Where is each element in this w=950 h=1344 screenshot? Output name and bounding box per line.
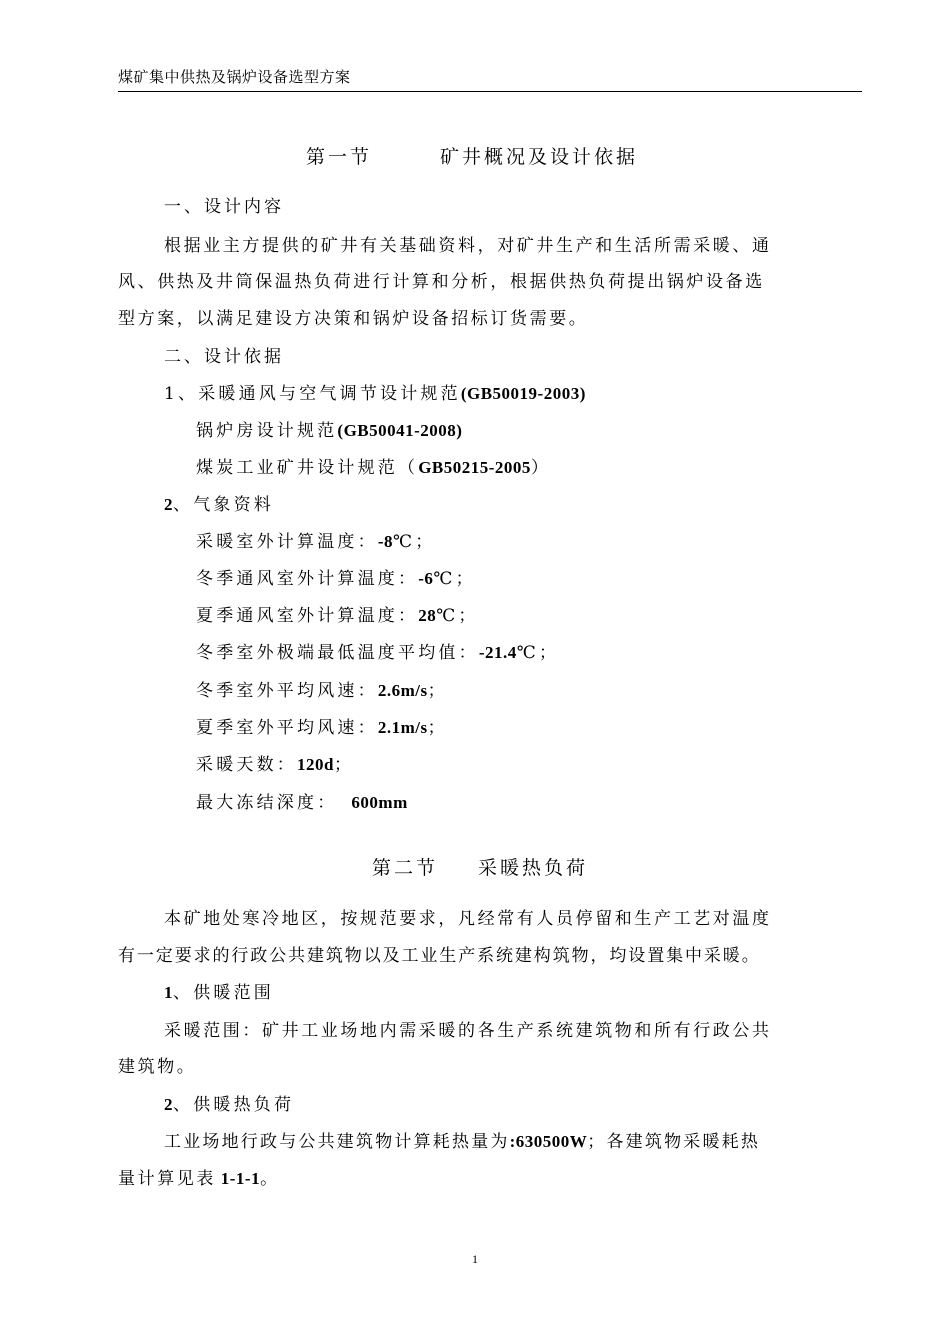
section2-title-number: 第二节: [372, 857, 439, 879]
weather-value: -6: [418, 569, 434, 588]
weather-label: 采暖天数：: [196, 755, 297, 775]
basis-item-suffix: ）: [530, 458, 552, 478]
heat-load-value: :630500W: [509, 1132, 588, 1151]
weather-heading-text: 、气象资料: [173, 495, 274, 515]
paragraph-line: 本矿地处寒冷地区，按规范要求，凡经常有人员停留和生产工艺对温度: [164, 909, 772, 929]
item-title: 、供暖热负荷: [173, 1095, 295, 1115]
paragraph-line: [164, 1127, 760, 1152]
basis-item-code: (GB50019-2003): [460, 384, 586, 403]
weather-value: -21.4: [478, 643, 517, 662]
subheading-design-content: 一、设计内容: [164, 197, 284, 217]
paragraph-text: 工业场地行政与公共建筑物计算耗热量为: [164, 1132, 510, 1152]
weather-value: 600mm: [351, 793, 408, 812]
weather-unit: ；: [333, 755, 355, 775]
weather-value: -8: [377, 532, 393, 551]
item-title: 、供暖范围: [173, 983, 274, 1003]
weather-label: 夏季通风室外计算温度：: [196, 606, 419, 626]
item-number: 1: [164, 983, 173, 1002]
weather-item: [196, 638, 559, 663]
page-number: 1: [472, 1252, 478, 1266]
paragraph-line: 型方案，以满足建设方决策和锅炉设备招标订货需要。: [118, 309, 589, 329]
weather-label: 采暖室外计算温度：: [196, 532, 378, 552]
subheading-design-basis: 二、设计依据: [164, 347, 284, 367]
weather-item: [196, 601, 479, 626]
paragraph-line: 有一定要求的行政公共建筑物以及工业生产系统建构筑物，均设置集中采暖。: [118, 946, 761, 966]
table-reference: 1-1-1: [216, 1169, 261, 1188]
paragraph-line: 风、供热及井筒保温热负荷进行计算和分析，根据供热负荷提出锅炉设备选: [118, 272, 765, 292]
item-heading: [164, 1090, 294, 1115]
weather-heading-number: 2: [164, 495, 173, 514]
paragraph-line: 根据业主方提供的矿井有关基础资料，对矿井生产和生活所需采暖、通: [164, 236, 772, 256]
weather-label: 冬季通风室外计算温度：: [196, 569, 419, 589]
section2-title-text: 采暖热负荷: [478, 857, 589, 879]
weather-unit: ℃；: [436, 606, 479, 626]
weather-label: 冬季室外平均风速：: [196, 681, 378, 701]
basis-item: [164, 379, 586, 404]
basis-item-code: GB50215-2005: [418, 458, 531, 477]
basis-item-label: 煤炭工业矿井设计规范（: [196, 458, 419, 478]
weather-value: 2.6m/s: [377, 681, 428, 700]
basis-item-code: (GB50041-2008): [337, 421, 463, 440]
weather-item: [196, 788, 408, 813]
running-header: 煤矿集中供热及锅炉设备选型方案: [118, 68, 351, 86]
basis-item-label: 锅炉房设计规范: [196, 421, 338, 441]
section1-title-number: 第一节: [306, 146, 373, 168]
basis-item: [196, 416, 462, 441]
item-number: 2: [164, 1095, 173, 1114]
item-heading: [164, 978, 274, 1003]
weather-unit: ；: [427, 681, 448, 701]
weather-value: 2.1m/s: [377, 718, 428, 737]
weather-value: 120d: [297, 755, 334, 774]
weather-unit: ℃；: [516, 643, 560, 663]
weather-item: [196, 527, 435, 552]
paragraph-line: 采暖范围：矿井工业场地内需采暖的各生产系统建筑物和所有行政公共: [164, 1021, 772, 1041]
weather-label: 夏季室外平均风速：: [196, 718, 378, 738]
weather-label: 冬季室外极端最低温度平均值：: [196, 643, 479, 663]
header-divider: [118, 91, 862, 92]
paragraph-line: 建筑物。: [118, 1057, 197, 1077]
weather-item: [196, 713, 448, 738]
basis-item: [196, 453, 551, 478]
paragraph-text: 量计算见表: [118, 1169, 216, 1189]
weather-unit: ；: [427, 718, 448, 738]
weather-item: [196, 564, 476, 589]
section1-title-text: 矿井概况及设计依据: [440, 146, 639, 168]
basis-item-label: 1、采暖通风与空气调节设计规范: [164, 384, 461, 404]
paragraph-line: [118, 1164, 280, 1189]
weather-unit: ℃；: [433, 569, 476, 589]
paragraph-text: 。: [260, 1169, 280, 1189]
weather-heading: [164, 490, 274, 515]
weather-item: [196, 750, 354, 775]
paragraph-text: ；各建筑物采暖耗热: [587, 1132, 761, 1152]
weather-label: 最大冻结深度：: [196, 793, 338, 813]
weather-value: 28: [418, 606, 437, 625]
weather-unit: ℃；: [392, 532, 436, 552]
weather-item: [196, 676, 448, 701]
